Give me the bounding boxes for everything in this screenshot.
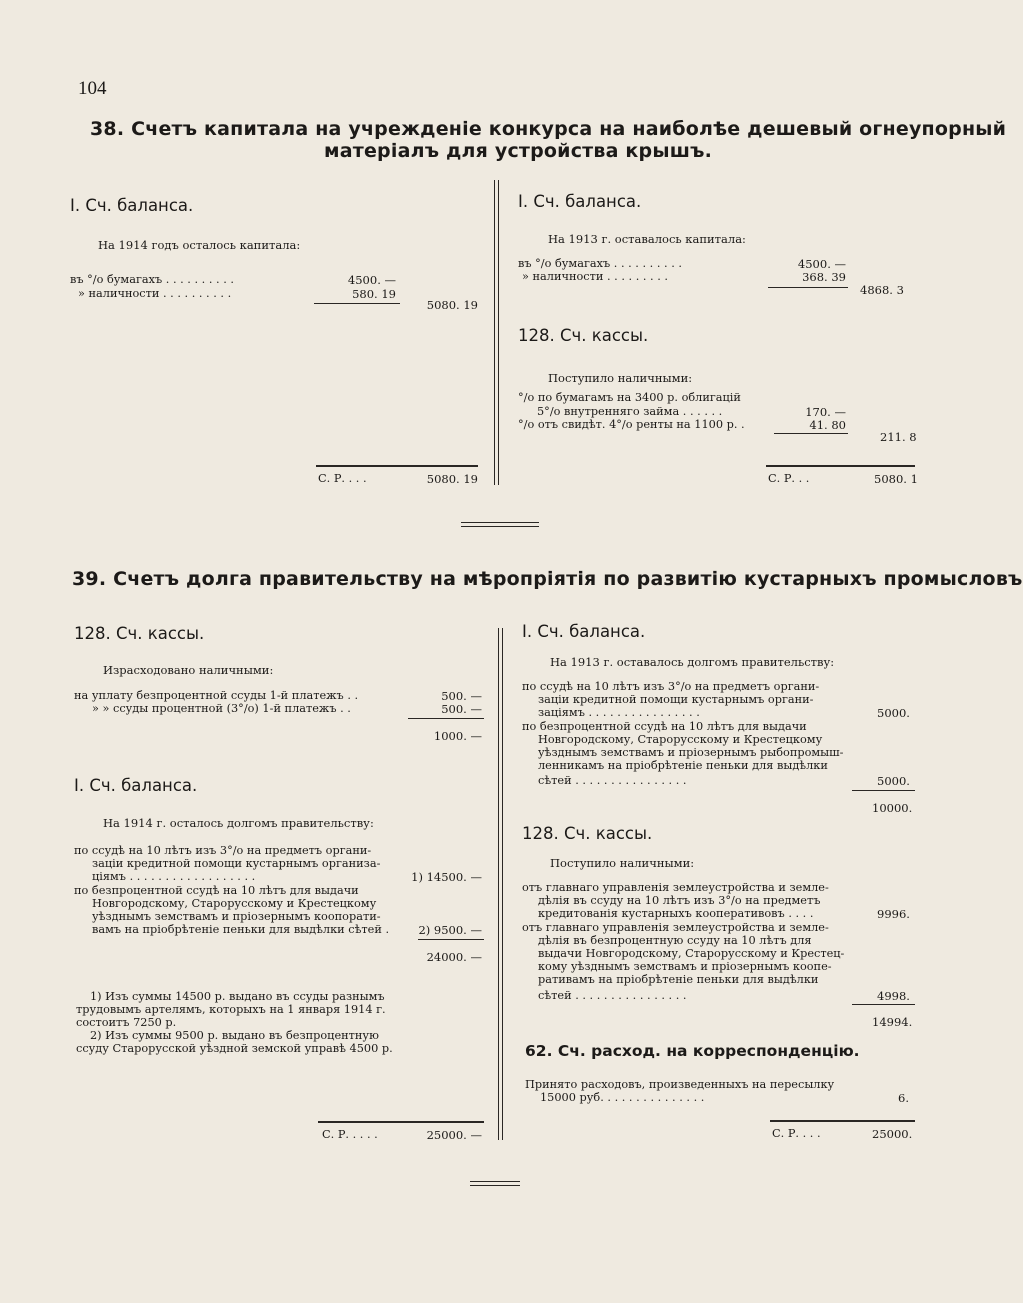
s38-right-cash-amount-1: 170. — (805, 405, 846, 419)
s39-right-loan1-line-2: заціи кредитной помощи кустарнымъ органи- (538, 693, 814, 706)
s39-right-cash2-amount: 4998. (877, 989, 910, 1003)
s38-right-cash-amount-2: 41. 80 (809, 418, 846, 432)
bottom-separator (470, 1181, 520, 1182)
s39-left-row-1-amount: 500. — (441, 689, 482, 703)
s38-left-row-2-label: » наличности . . . . . . . . . . (78, 287, 232, 300)
s39-right-corr-line-2: 15000 руб. . . . . . . . . . . . . . . (540, 1091, 705, 1104)
s38-right-cash-line-1: °/о по бумагамъ на 3400 р. облигацій (518, 391, 741, 404)
s39-right-loan2-line-5: сѣтей . . . . . . . . . . . . . . . . (538, 774, 687, 787)
subtotal-rule (408, 718, 484, 719)
s38-left-total: 5080. 19 (426, 298, 478, 312)
s39-right-cash2-line-5: ративамъ на пріобрѣтеніе пеньки для выдѣлки (538, 973, 819, 986)
s39-right-loan1-amount: 5000. (877, 706, 910, 720)
s38-right-total-2: 211. 8 (880, 430, 917, 444)
s38-left-row-1-amount: 4500. — (347, 273, 396, 287)
s39-right-cash1-amount: 9996. (877, 907, 910, 921)
footer-rule (766, 465, 915, 467)
column-divider-2 (498, 180, 499, 485)
section-separator-2 (461, 526, 539, 527)
footer-rule (318, 1121, 484, 1123)
s39-left-loan2-line-2: Новгородскому, Старорусскому и Крестецкому (92, 897, 377, 910)
s39-right-cash2-line-4: кому уѣзднымъ земствамъ и пріозернымъ коопе- (538, 960, 832, 973)
footer-rule (316, 465, 478, 467)
s39-right-header-2: 128. Сч. кассы. (522, 824, 653, 843)
s39-left-total-1: 1000. — (433, 729, 482, 743)
s39-right-subtitle-1: На 1913 г. оставалось долгомъ правительству: (550, 655, 835, 669)
s39-left-row-2-amount: 500. — (441, 702, 482, 716)
s39-right-loan2-line-4: ленникамъ на пріобрѣтеніе пеньки для выдѣлки (538, 759, 828, 772)
page-number: 104 (78, 78, 107, 99)
s38-right-total-1: 4868. 3 (860, 283, 904, 297)
column-divider (498, 628, 499, 1140)
s39-left-total-2: 24000. — (426, 950, 482, 964)
s39-left-header-2: I. Сч. баланса. (74, 776, 198, 795)
s39-right-cash2-line-6: сѣтей . . . . . . . . . . . . . . . . (538, 989, 687, 1002)
s39-right-cash2-line-1: отъ главнаго управленія землеустройства и земле- (522, 921, 829, 934)
s39-right-loan1-line-1: по ссудѣ на 10 лѣтъ изъ 3°/о на предметъ органи- (522, 680, 820, 693)
s39-right-total-2: 14994. (872, 1015, 913, 1029)
s38-right-cash-line-3: °/о отъ свидѣт. 4°/о ренты на 1100 р. . (518, 418, 745, 431)
s39-left-subtitle-2: На 1914 г. осталось долгомъ правительству: (103, 816, 374, 830)
s38-left-row-2-amount: 580. 19 (352, 287, 396, 301)
footnote-1-line-3: состоитъ 7250 р. (76, 1016, 177, 1029)
s38-right-subtitle-2: Поступило наличными: (548, 371, 693, 385)
s38-left-header: I. Сч. баланса. (70, 196, 194, 215)
subtotal-rule (418, 939, 484, 940)
s39-right-cash1-line-2: дѣлія въ ссуду на 10 лѣтъ изъ 3°/о на предметъ (538, 894, 821, 907)
column-divider-2 (502, 628, 503, 1140)
footnote-1-line-1: 1) Изъ суммы 14500 р. выдано въ ссуды разнымъ (90, 990, 385, 1003)
s39-right-header-1: I. Сч. баланса. (522, 622, 646, 641)
s39-right-footer-amount: 25000. (872, 1127, 913, 1141)
s39-right-cash2-line-3: выдачи Новгородскому, Старорусскому и Крестец- (538, 947, 845, 960)
s38-right-subtitle-1: На 1913 г. оставалось капитала: (548, 232, 746, 246)
s39-left-subtitle-1: Израсходовано наличными: (103, 663, 274, 677)
s39-right-loan2-line-3: уѣзднымъ земствамъ и пріозернымъ рыбопромыш- (538, 746, 844, 759)
footnote-1-line-2: трудовымъ артелямъ, которыхъ на 1 января 1914 г. (76, 1003, 386, 1016)
s39-right-corr-amount: 6. (898, 1091, 909, 1105)
footnote-2-line-1: 2) Изъ суммы 9500 р. выдано въ безпроцентную (90, 1029, 379, 1042)
subtotal-rule (852, 1004, 915, 1005)
section-38-title-line1: 38. Счетъ капитала на учрежденіе конкурса на наиболѣе дешевый огнеупорный (90, 118, 1007, 140)
s38-right-footer-amount: 5080. 1 (874, 472, 918, 486)
s38-right-row-2-amount: 368. 39 (802, 270, 846, 284)
s38-right-row-1-amount: 4500. — (797, 257, 846, 271)
s39-right-cash1-line-1: отъ главнаго управленія землеустройства и земле- (522, 881, 829, 894)
s39-left-loan2-line-4: вамъ на пріобрѣтеніе пеньки для выдѣлки сѣтей . (92, 923, 390, 936)
s39-left-loan2-line-3: уѣзднымъ земствамъ и пріозернымъ коопорати- (92, 910, 381, 923)
s38-left-footer-label: С. Р. . . . (318, 472, 367, 485)
s39-right-corr-line-1: Принято расходовъ, произведенныхъ на пересылку (525, 1078, 835, 1091)
bottom-separator-2 (470, 1185, 520, 1186)
s38-right-row-1-label: въ °/о бумагахъ . . . . . . . . . . (518, 257, 682, 270)
s39-right-subtitle-2: Поступило наличными: (550, 856, 695, 870)
s39-left-row-1-label: на уплату безпроцентной ссуды 1-й платежъ . . (74, 689, 359, 702)
s39-right-loan2-line-1: по безпроцентной ссудѣ на 10 лѣтъ для выдачи (522, 720, 807, 733)
s39-right-total-1: 10000. (872, 801, 913, 815)
s39-left-row-2-label: » » ссуды процентной (3°/о) 1-й платежъ . . (92, 702, 351, 715)
section-38-title-line2: матеріалъ для устройства крышъ. (324, 140, 712, 162)
s39-left-loan2-line-1: по безпроцентной ссудѣ на 10 лѣтъ для выдачи (74, 884, 359, 897)
s39-left-loan1-amount: 1) 14500. — (411, 870, 482, 884)
s39-right-loan1-line-3: заціямъ . . . . . . . . . . . . . . . . (538, 706, 700, 719)
subtotal-rule (774, 433, 848, 434)
s39-left-footer-amount: 25000. — (426, 1128, 482, 1142)
footer-rule (770, 1120, 915, 1122)
s38-right-header-1: I. Сч. баланса. (518, 192, 642, 211)
section-separator (461, 522, 539, 523)
s38-left-subtitle: На 1914 годъ осталось капитала: (98, 238, 301, 252)
s38-right-header-2: 128. Сч. кассы. (518, 326, 649, 345)
s39-left-loan1-line-1: по ссудѣ на 10 лѣтъ изъ 3°/о на предметъ органи- (74, 844, 372, 857)
s39-right-loan2-line-2: Новгородскому, Старорусскому и Крестецкому (538, 733, 823, 746)
s39-left-header-1: 128. Сч. кассы. (74, 624, 205, 643)
subtotal-rule (768, 287, 848, 288)
s38-right-row-2-label: » наличности . . . . . . . . . (522, 270, 669, 283)
s39-right-loan2-amount: 5000. (877, 774, 910, 788)
section-39-title: 39. Счетъ долга правительству на мѣропріятія по развитію кустарныхъ промысловъ (72, 568, 1023, 590)
s39-left-loan1-line-3: ціямъ . . . . . . . . . . . . . . . . . . (92, 870, 256, 883)
s38-right-cash-line-2: 5°/о внутренняго займа . . . . . . (537, 405, 723, 418)
s38-right-footer-label: С. Р. . . (768, 472, 810, 485)
s39-right-footer-label: С. Р. . . . (772, 1127, 821, 1140)
s38-left-row-1-label: въ °/о бумагахъ . . . . . . . . . . (70, 273, 234, 286)
s39-right-header-3: 62. Сч. расход. на корреспонденцію. (525, 1042, 860, 1060)
subtotal-rule (314, 303, 400, 304)
column-divider (494, 180, 495, 485)
subtotal-rule (852, 790, 915, 791)
s39-right-cash1-line-3: кредитованія кустарныхъ кооперативовъ . . . . (538, 907, 814, 920)
s39-right-cash2-line-2: дѣлія въ безпроцентную ссуду на 10 лѣтъ для (538, 934, 812, 947)
footnote-2-line-2: ссуду Старорусской уѣздной земской управѣ 4500 р. (76, 1042, 393, 1055)
s39-left-loan1-line-2: зацiи кредитной помощи кустарнымъ организа- (92, 857, 381, 870)
s39-left-loan2-amount: 2) 9500. — (418, 923, 482, 937)
s39-left-footer-label: С. Р. . . . . (322, 1128, 378, 1141)
s38-left-footer-amount: 5080. 19 (426, 472, 478, 486)
